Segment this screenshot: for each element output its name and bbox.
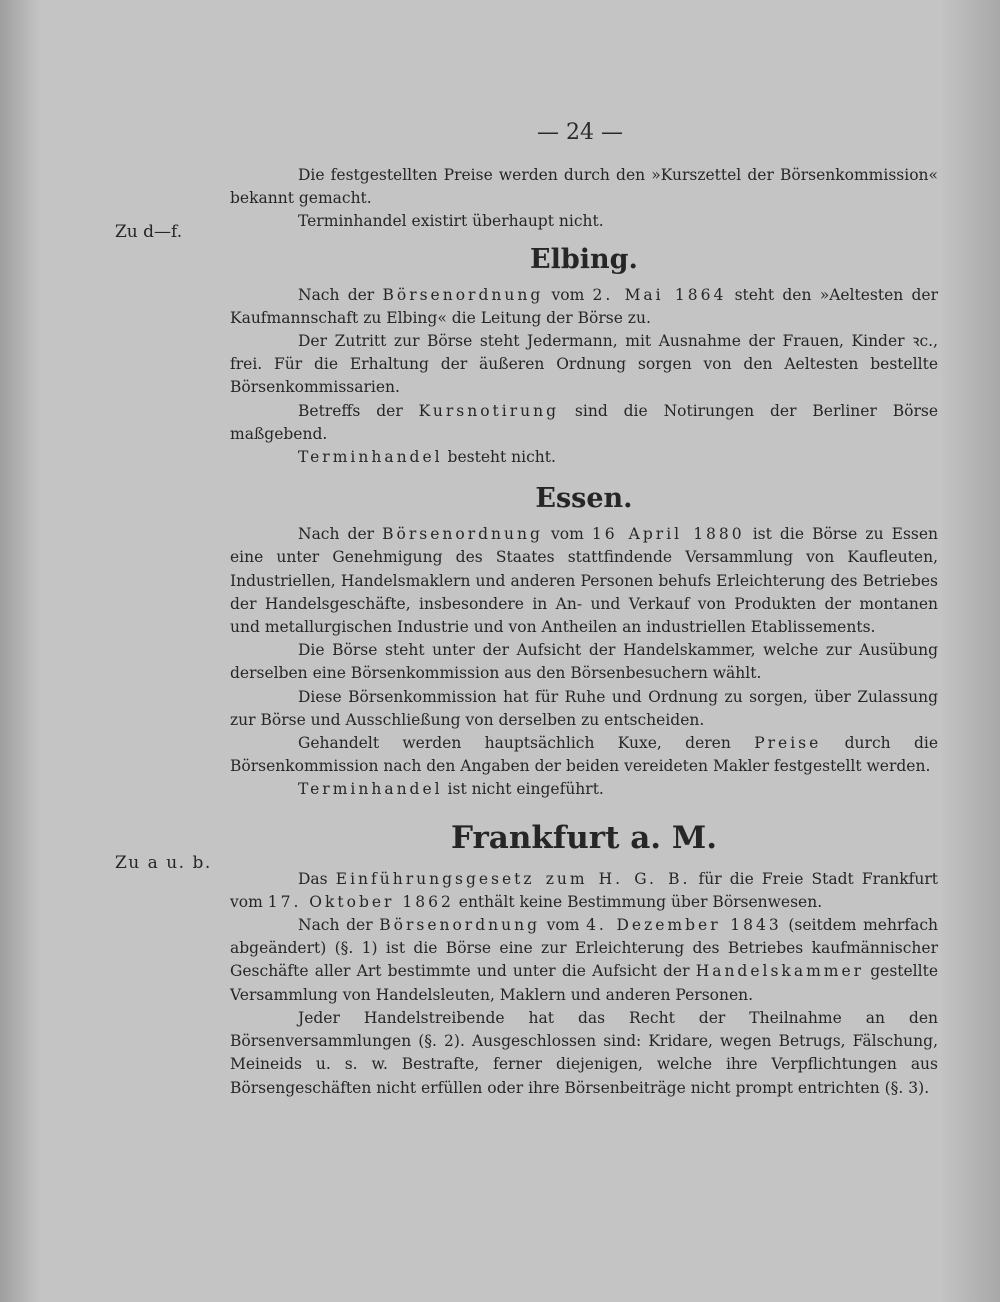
page-shadow-left — [0, 0, 40, 1302]
essen-paragraph-2: Die Börse steht unter der Aufsicht der Handelskammer, welche zur Ausübung derselben eine Börsenkommission aus den Börsenbesuchern wählt. — [230, 641, 938, 683]
frankfurt-paragraph-3: Jeder Handelstreibende hat das Recht der Theilnahme an den Börsenversammlungen (§. 2). Ausgeschlossen sind: Kridare, wegen Betrugs, Fälschung, Meineids u. s. w. Bestrafte, ferner diejenigen, welche ihre Verpflichtungen aus Börsengeschäften nicht erfüllen oder ihre Börsenbeiträge nicht prompt entrichten (§. 3). — [230, 1008, 938, 1097]
essen-paragraph-3: Diese Börsenkommission hat für Ruhe und Ordnung zu sorgen, über Zulassung zur Börse und Ausschließung von derselben zu entscheiden. — [230, 687, 938, 729]
elbing-paragraph-3: Betreffs der Kursnotirung sind die Notirungen der Berliner Börse maßgebend. — [230, 401, 938, 443]
document-body — [230, 164, 938, 1100]
section-heading-elbing: Elbing. — [530, 243, 638, 275]
margin-note-zu-a-u-b: Zu a u. b. — [115, 853, 212, 873]
intro-paragraph-2: Terminhandel existirt überhaupt nicht. — [298, 212, 604, 231]
page-number: — 24 — — [537, 120, 623, 145]
frankfurt-paragraph-1: Das Einführungsgesetz zum H. G. B. für die Freie Stadt Frankfurt vom 17. Oktober 1862 enthält keine Bestimmung über Börsenwesen. — [230, 869, 938, 911]
frankfurt-paragraph-2: Nach der Börsenordnung vom 4. Dezember 1843 (seitdem mehrfach abgeändert) (§. 1) ist die Börse eine zur Erleichterung des Betriebes kaufmännischer Geschäfte aller Art bestimmte und unter die Aufsicht der Handelskammer gestellte Versammlung von Handelsleuten, Maklern und anderen Personen. — [230, 916, 939, 1004]
section-heading-frankfurt: Frankfurt a. M. — [451, 819, 717, 856]
margin-note-zu-d-f: Zu d—f. — [115, 222, 183, 242]
intro-paragraph-1: Die festgestellten Preise werden durch den »Kurszettel der Börsenkommission« bekannt gemacht. — [230, 166, 938, 208]
essen-paragraph-4: Gehandelt werden hauptsächlich Kuxe, deren Preise durch die Börsenkommission nach den Angaben der beiden vereideten Makler festgestellt werden. — [230, 734, 939, 776]
essen-paragraph-5: Terminhandel ist nicht eingeführt. — [298, 780, 604, 799]
elbing-paragraph-2: Der Zutritt zur Börse steht Jedermann, mit Ausnahme der Frauen, Kinder ꝛc., frei. Für die Erhaltung der äußeren Ordnung sorgen von den Aeltesten bestellte Börsenkommissarien. — [230, 332, 938, 397]
section-heading-essen: Essen. — [535, 483, 633, 515]
elbing-paragraph-4: Terminhandel besteht nicht. — [298, 448, 556, 467]
elbing-paragraph-1: Nach der Börsenordnung vom 2. Mai 1864 steht den »Aeltesten der Kaufmannschaft zu Elbing« die Leitung der Börse zu. — [230, 285, 939, 327]
page-shadow-right — [940, 0, 1000, 1302]
essen-paragraph-1: Nach der Börsenordnung vom 16 April 1880 ist die Börse zu Essen eine unter Genehmigung des Staates stattfindende Versammlung von Kaufleuten, Industriellen, Handelsmaklern und anderen Personen behufs Erleichterung des Betriebes der Handelsgeschäfte, insbesondere in An- und Verkauf von Produkten der montanen und metallurgischen Industrie und von Antheilen an industriellen Etablissements. — [230, 525, 939, 637]
